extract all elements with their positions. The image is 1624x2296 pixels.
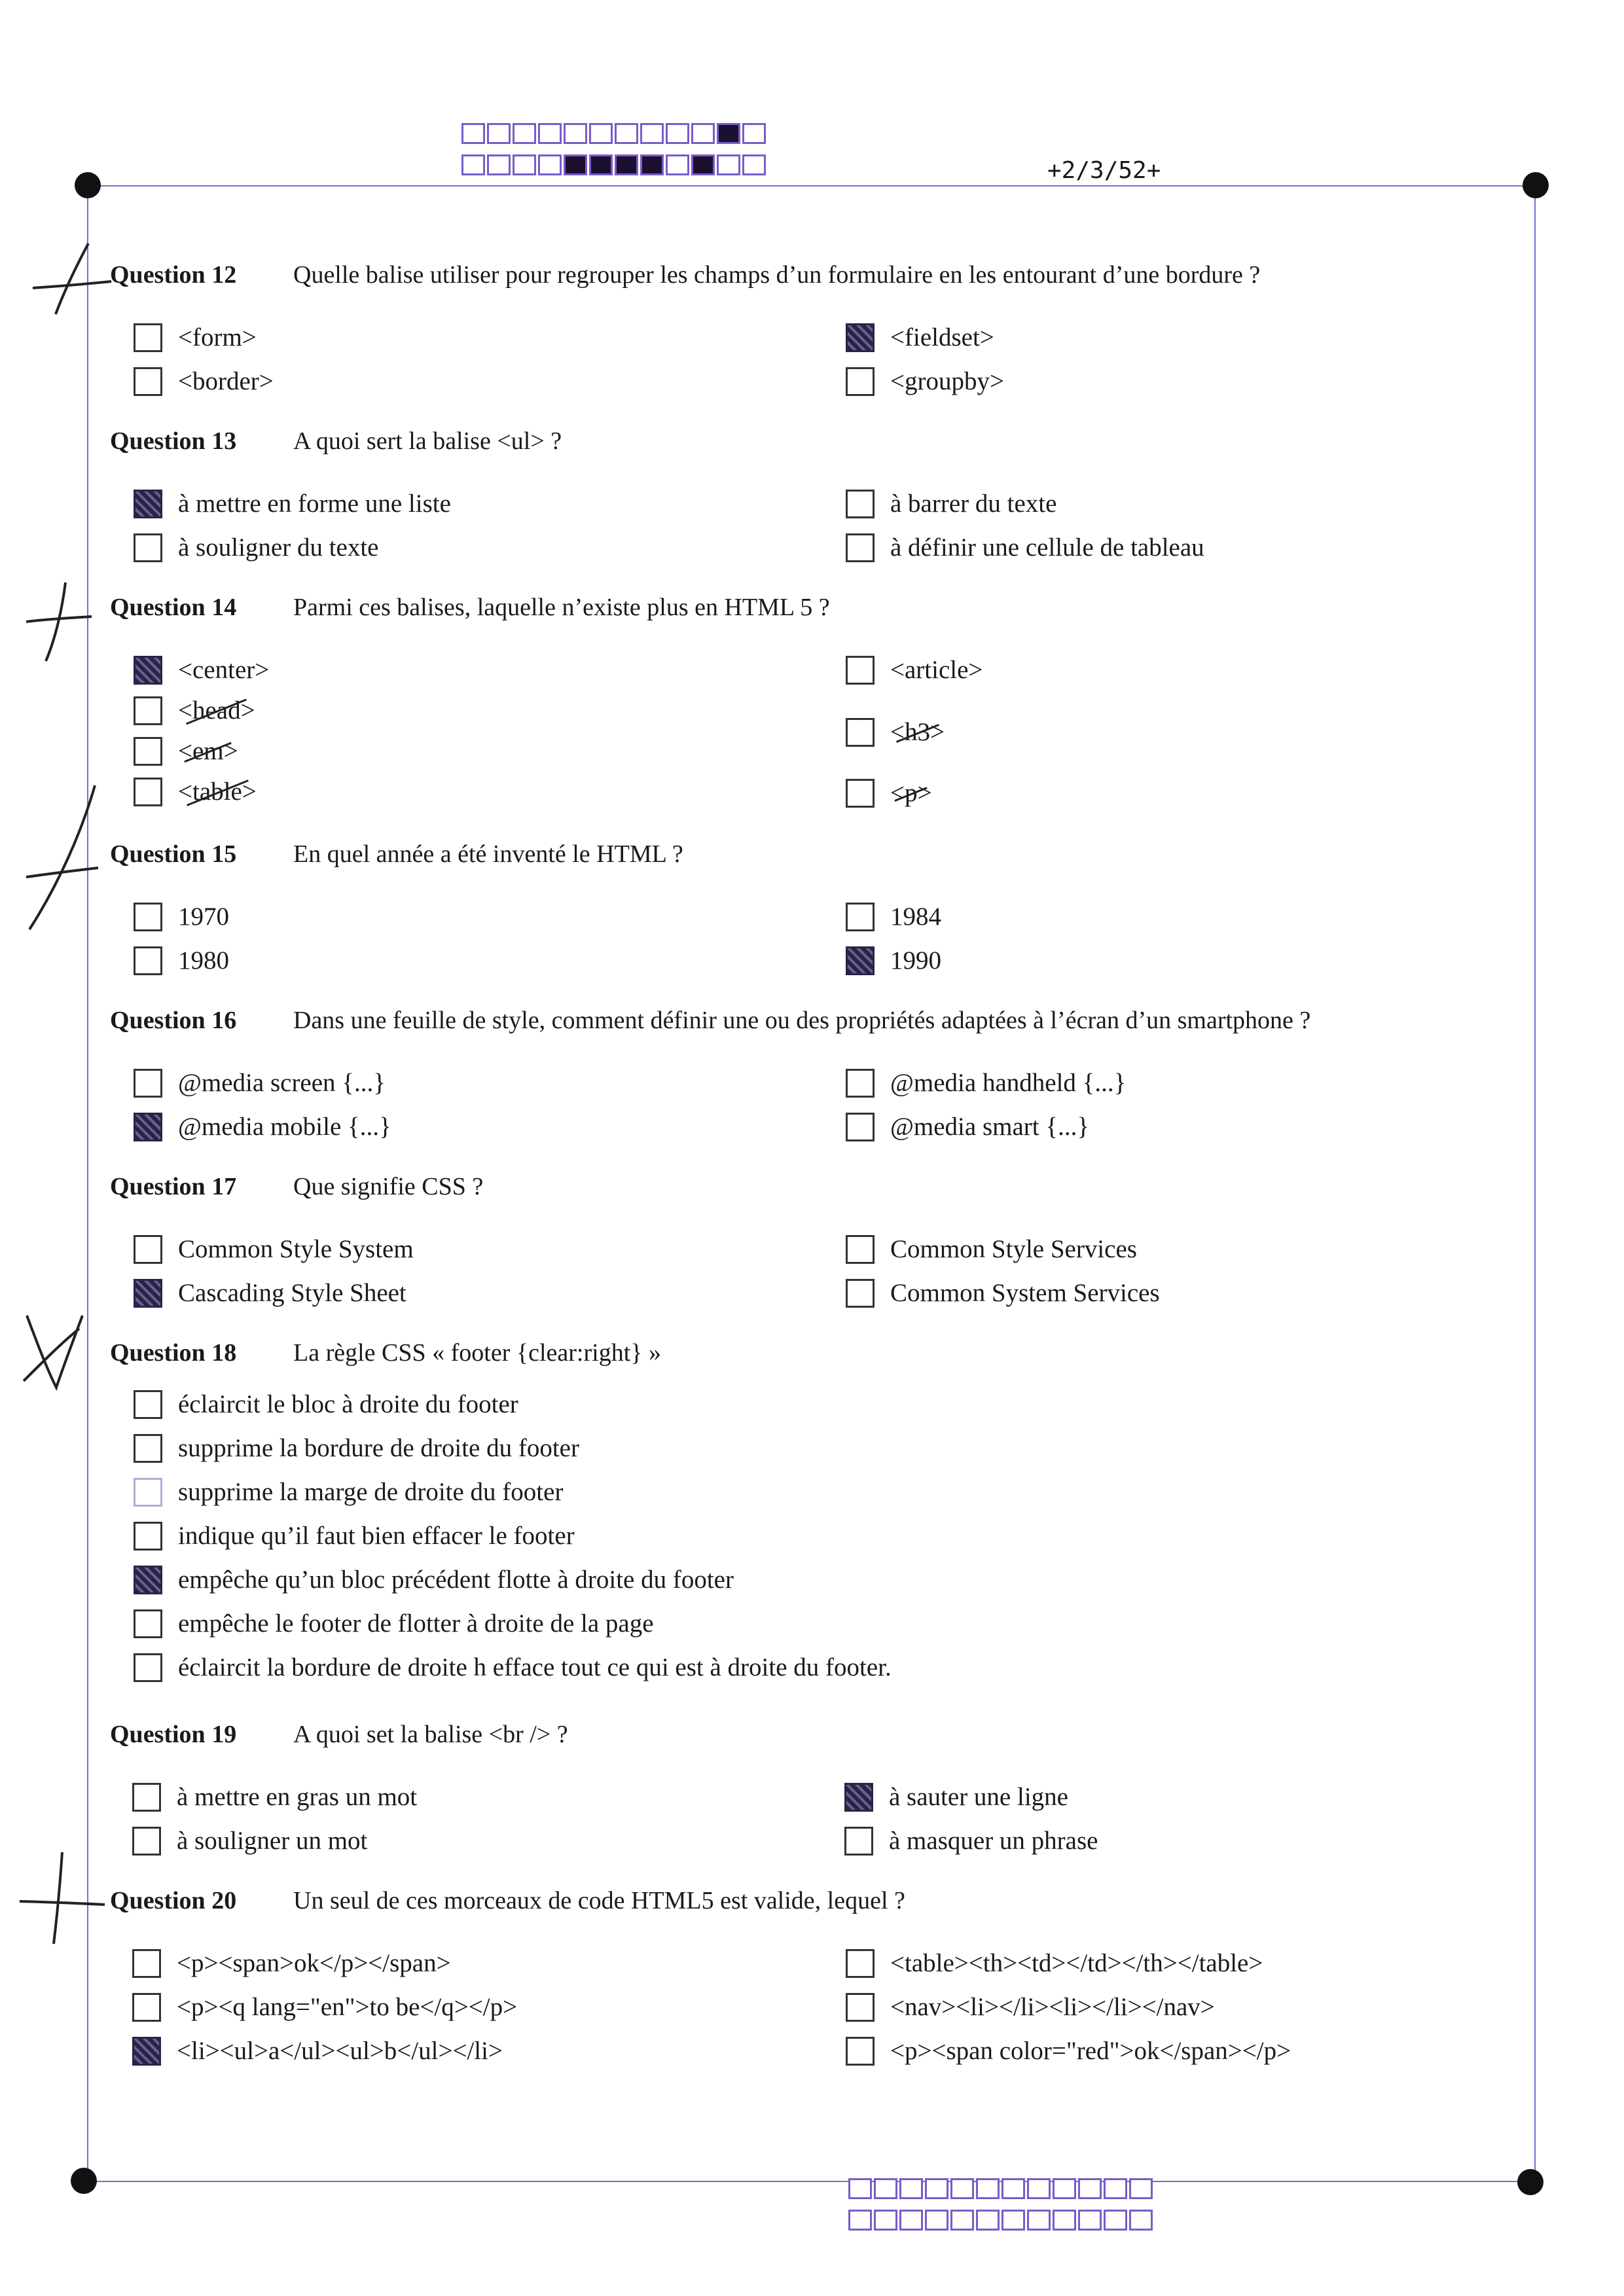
answer-checkbox-checked[interactable]	[134, 1566, 162, 1594]
answer-option[interactable]	[134, 1278, 406, 1308]
answer-option[interactable]	[134, 323, 257, 352]
code-cell	[1001, 2210, 1025, 2231]
question-header	[110, 840, 683, 869]
answer-label: 1980	[178, 946, 229, 975]
answer-option[interactable]	[134, 1112, 391, 1141]
answer-label: <form>	[178, 323, 257, 351]
code-cell	[487, 123, 511, 144]
code-cell	[1053, 2210, 1076, 2231]
answer-checkbox[interactable]	[846, 903, 875, 931]
answer-label: à définir une cellule de tableau	[890, 533, 1204, 562]
answer-label: indique qu’il faut bien effacer le footer	[178, 1522, 575, 1550]
answer-checkbox[interactable]	[846, 367, 875, 396]
answer-label: 1984	[890, 903, 941, 931]
code-cell	[1027, 2210, 1051, 2231]
answer-checkbox[interactable]	[134, 737, 162, 766]
question-number: Question 17	[110, 1173, 237, 1200]
answer-option[interactable]	[132, 1992, 517, 2022]
answer-option[interactable]	[134, 489, 451, 518]
answer-checkbox[interactable]	[846, 1113, 875, 1141]
answer-label: @media screen {...}	[178, 1069, 386, 1097]
question-number: Question 18	[110, 1339, 237, 1367]
answer-option[interactable]	[846, 1112, 1089, 1141]
answer-checkbox[interactable]	[134, 1522, 162, 1551]
code-cell	[589, 154, 613, 175]
answer-checkbox[interactable]	[846, 533, 875, 562]
answer-option[interactable]	[134, 1477, 563, 1507]
answer-option[interactable]	[846, 2036, 1291, 2066]
answer-label: supprime la marge de droite du footer	[178, 1478, 564, 1506]
answer-checkbox[interactable]	[846, 1949, 875, 1978]
answer-label: <p><span color="red">ok</span></p>	[890, 2037, 1291, 2065]
answer-option[interactable]	[134, 777, 257, 806]
answer-label: 1970	[178, 903, 229, 931]
answer-option[interactable]	[846, 1948, 1263, 1978]
code-cell	[899, 2210, 923, 2231]
answer-label: <p><span>ok</p></span>	[177, 1949, 451, 1977]
question-number: Question 19	[110, 1721, 237, 1748]
answer-checkbox[interactable]	[132, 1993, 161, 2022]
answer-option[interactable]	[134, 1234, 414, 1264]
code-cell	[564, 154, 587, 175]
code-cell	[742, 123, 766, 144]
answer-checkbox[interactable]	[134, 778, 162, 806]
answer-label: à souligner un mot	[177, 1827, 368, 1855]
answer-option[interactable]	[134, 1653, 892, 1682]
corner-marker-top-right	[1523, 172, 1549, 198]
question-text: La règle CSS « footer {clear:right} »	[293, 1339, 661, 1367]
question-number: Question 20	[110, 1887, 237, 1914]
answer-checkbox-checked[interactable]	[134, 656, 162, 685]
grader-cross-mark-q12	[26, 236, 118, 321]
answer-option[interactable]	[132, 1826, 367, 1856]
answer-label: à mettre en gras un mot	[177, 1783, 418, 1811]
code-cell	[640, 154, 664, 175]
answer-option[interactable]	[846, 1068, 1126, 1098]
answer-label: Cascading Style Sheet	[178, 1279, 406, 1307]
answer-label: <p><q lang="en">to be</q></p>	[177, 1993, 518, 2021]
code-cell	[1129, 2210, 1153, 2231]
question-header	[110, 1172, 483, 1201]
answer-checkbox[interactable]	[134, 1434, 162, 1463]
answer-label: à mettre en forme une liste	[178, 490, 451, 518]
answer-checkbox[interactable]	[846, 718, 875, 747]
answer-label: <li><ul>a</ul><ul>b</ul></li>	[177, 2037, 503, 2065]
corner-marker-bottom-left	[71, 2168, 97, 2194]
code-cell	[1053, 2178, 1076, 2199]
grader-cross-mark-q20	[13, 1846, 111, 1950]
grader-cross-mark-q14	[20, 576, 98, 668]
answer-checkbox[interactable]	[846, 2037, 875, 2066]
question-header	[110, 1720, 568, 1749]
answer-checkbox[interactable]	[846, 490, 875, 518]
code-cell	[925, 2178, 948, 2199]
answer-checkbox-checked[interactable]	[846, 946, 875, 975]
answer-checkbox-checked[interactable]	[132, 2037, 161, 2066]
question-header	[110, 1006, 1310, 1035]
answer-option[interactable]	[846, 717, 945, 747]
answer-label: @media handheld {...}	[890, 1069, 1127, 1097]
code-cell	[1104, 2210, 1127, 2231]
corner-marker-bottom-right	[1517, 2169, 1543, 2195]
answer-checkbox[interactable]	[846, 1279, 875, 1308]
answer-checkbox[interactable]	[134, 903, 162, 931]
question-text: A quoi set la balise <br /> ?	[293, 1721, 568, 1748]
answer-option[interactable]	[134, 655, 269, 685]
answer-option[interactable]	[846, 902, 941, 931]
answer-label: supprime la bordure de droite du footer	[178, 1434, 579, 1462]
answer-label: <nav><li></li><li></li></nav>	[890, 1993, 1215, 2021]
answer-checkbox[interactable]	[134, 696, 162, 725]
code-cell	[899, 2178, 923, 2199]
code-cell	[538, 154, 562, 175]
code-cell	[615, 123, 638, 144]
code-cell	[717, 154, 740, 175]
question-header	[110, 260, 1260, 289]
grader-cross-mark-q18	[17, 1302, 89, 1394]
code-cell	[976, 2178, 1000, 2199]
code-cell	[848, 2178, 872, 2199]
code-cell	[1027, 2178, 1051, 2199]
code-cell	[461, 123, 485, 144]
answer-checkbox[interactable]	[846, 1235, 875, 1264]
answer-option[interactable]	[134, 736, 238, 766]
code-cell	[950, 2178, 974, 2199]
answer-label: éclaircit la bordure de droite h efface tout ce qui est à droite du footer.	[178, 1653, 892, 1681]
answer-label: éclaircit le bloc à droite du footer	[178, 1390, 518, 1418]
code-cell	[513, 123, 536, 144]
question-header	[110, 1338, 661, 1367]
code-cell	[848, 2210, 872, 2231]
code-cell	[461, 154, 485, 175]
answer-option[interactable]	[132, 2036, 503, 2066]
code-cell	[874, 2210, 897, 2231]
answer-label: <head>	[178, 696, 255, 725]
answer-label: <article>	[890, 656, 983, 684]
answer-option[interactable]	[134, 533, 379, 562]
answer-option[interactable]	[846, 1278, 1160, 1308]
answer-checkbox[interactable]	[846, 1993, 875, 2022]
answer-label: <h3>	[890, 718, 945, 746]
code-cell	[1078, 2210, 1102, 2231]
code-cell	[487, 154, 511, 175]
answer-option[interactable]	[846, 1234, 1137, 1264]
answer-checkbox[interactable]	[846, 779, 875, 808]
answer-label: <em>	[178, 737, 238, 765]
question-text: Parmi ces balises, laquelle n’existe plus en HTML 5 ?	[293, 594, 830, 621]
code-cell	[564, 123, 587, 144]
code-cell	[666, 123, 689, 144]
answer-label: @media smart {...}	[890, 1113, 1090, 1141]
header-code-row-1	[461, 123, 768, 144]
answer-label: <border>	[178, 367, 274, 395]
answer-checkbox-checked[interactable]	[134, 1113, 162, 1141]
answer-option[interactable]	[134, 902, 229, 931]
answer-checkbox[interactable]	[134, 1653, 162, 1682]
answer-checkbox[interactable]	[134, 1609, 162, 1638]
code-cell	[666, 154, 689, 175]
answer-option[interactable]	[134, 946, 229, 975]
answer-label: à masquer un phrase	[889, 1827, 1098, 1855]
code-cell	[1001, 2178, 1025, 2199]
question-header	[110, 593, 830, 622]
question-header	[110, 1886, 905, 1915]
answer-checkbox[interactable]	[134, 1478, 162, 1507]
answer-label: <fieldset>	[890, 323, 994, 351]
answer-option[interactable]	[134, 1565, 734, 1594]
footer-code-row-1	[848, 2178, 1155, 2199]
answer-option[interactable]	[846, 1992, 1215, 2022]
question-number: Question 14	[110, 594, 237, 621]
answer-checkbox[interactable]	[134, 533, 162, 562]
answer-option[interactable]	[846, 533, 1204, 562]
answer-checkbox-checked[interactable]	[844, 1783, 873, 1812]
code-cell	[1129, 2178, 1153, 2199]
code-cell	[925, 2210, 948, 2231]
question-text: Un seul de ces morceaux de code HTML5 est valide, lequel ?	[293, 1887, 905, 1914]
code-cell	[615, 154, 638, 175]
answer-label: <table>	[178, 778, 257, 806]
answer-label: à souligner du texte	[178, 533, 379, 562]
answer-label: <center>	[178, 656, 270, 684]
answer-checkbox[interactable]	[134, 323, 162, 352]
answer-checkbox[interactable]	[134, 946, 162, 975]
code-cell	[1078, 2178, 1102, 2199]
answer-option[interactable]	[846, 323, 994, 352]
page-identifier: +2/3/52+	[1047, 157, 1161, 184]
answer-option[interactable]	[846, 946, 941, 975]
answer-option[interactable]	[134, 696, 255, 725]
answer-label: 1990	[890, 946, 941, 975]
answer-checkbox[interactable]	[132, 1783, 161, 1812]
question-text: Que signifie CSS ?	[293, 1173, 484, 1200]
answer-label: Common Style System	[178, 1235, 414, 1263]
answer-checkbox-checked[interactable]	[846, 323, 875, 352]
answer-option[interactable]	[846, 655, 983, 685]
header-code-row-2	[461, 154, 768, 175]
answer-option[interactable]	[844, 1782, 1068, 1812]
answer-checkbox[interactable]	[844, 1827, 873, 1856]
question-number: Question 12	[110, 261, 237, 289]
answer-checkbox-checked[interactable]	[134, 1279, 162, 1308]
answer-checkbox[interactable]	[134, 1235, 162, 1264]
answer-label: @media mobile {...}	[178, 1113, 391, 1141]
question-text: Quelle balise utiliser pour regrouper les champs d’un formulaire en les entourant d’une bordure ?	[293, 261, 1261, 289]
answer-option[interactable]	[134, 1433, 579, 1463]
answer-label: <table><th><td></td></th></table>	[890, 1949, 1263, 1977]
code-cell	[950, 2210, 974, 2231]
question-number: Question 16	[110, 1007, 237, 1034]
code-cell	[538, 123, 562, 144]
code-cell	[691, 123, 715, 144]
question-number: Question 13	[110, 427, 237, 455]
answer-checkbox[interactable]	[132, 1827, 161, 1856]
question-number: Question 15	[110, 840, 237, 868]
answer-label: à barrer du texte	[890, 490, 1057, 518]
answer-checkbox[interactable]	[134, 1069, 162, 1098]
answer-label: Common Style Services	[890, 1235, 1137, 1263]
answer-checkbox[interactable]	[134, 1390, 162, 1419]
answer-option[interactable]	[134, 367, 274, 396]
question-text: En quel année a été inventé le HTML ?	[293, 840, 683, 868]
answer-checkbox[interactable]	[132, 1949, 161, 1978]
answer-label: empêche qu’un bloc précédent flotte à droite du footer	[178, 1566, 734, 1594]
corner-marker-top-left	[75, 172, 101, 198]
answer-option[interactable]	[132, 1948, 451, 1978]
question-text: Dans une feuille de style, comment définir une ou des propriétés adaptées à l’écran d’un smartphone ?	[293, 1007, 1311, 1034]
code-cell	[742, 154, 766, 175]
answer-option[interactable]	[134, 1521, 575, 1551]
question-text: A quoi sert la balise <ul> ?	[293, 427, 562, 455]
answer-option[interactable]	[132, 1782, 417, 1812]
answer-checkbox-checked[interactable]	[134, 490, 162, 518]
grader-cross-mark-q15	[20, 779, 105, 936]
answer-option[interactable]	[134, 1609, 654, 1638]
answer-checkbox[interactable]	[134, 367, 162, 396]
answer-label: empêche le footer de flotter à droite de la page	[178, 1609, 654, 1638]
code-cell	[589, 123, 613, 144]
code-cell	[976, 2210, 1000, 2231]
answer-option[interactable]	[844, 1826, 1098, 1856]
footer-code-row-2	[848, 2210, 1155, 2231]
answer-label: <groupby>	[890, 367, 1004, 395]
code-cell	[640, 123, 664, 144]
answer-option[interactable]	[846, 367, 1004, 396]
code-cell	[691, 154, 715, 175]
code-cell	[874, 2178, 897, 2199]
question-header	[110, 427, 562, 456]
answer-option[interactable]	[134, 1068, 386, 1098]
answer-label: <p>	[890, 779, 932, 807]
answer-option[interactable]	[846, 489, 1056, 518]
answer-option[interactable]	[134, 1390, 518, 1419]
answer-label: Common System Services	[890, 1279, 1160, 1307]
code-cell	[1104, 2178, 1127, 2199]
answer-checkbox[interactable]	[846, 1069, 875, 1098]
answer-option[interactable]	[846, 778, 932, 808]
code-cell	[717, 123, 740, 144]
answer-label: à sauter une ligne	[889, 1783, 1068, 1811]
answer-checkbox[interactable]	[846, 656, 875, 685]
code-cell	[513, 154, 536, 175]
